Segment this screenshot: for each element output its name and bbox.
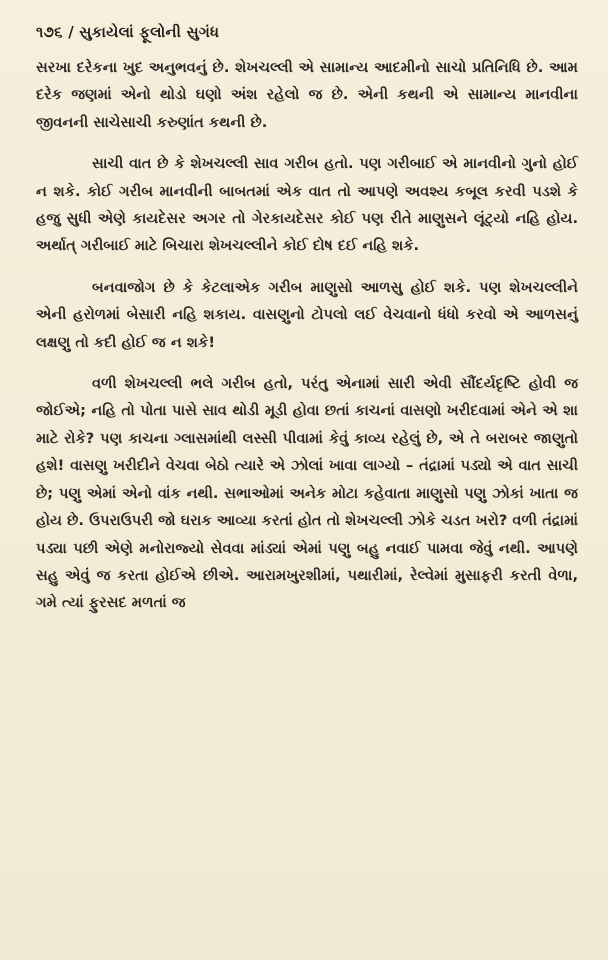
paragraph-2: સાચી વાત છે કે શેખચલ્લી સાવ ગરીબ હતો. પણ ગરીબાઈ એ માનવીનો ગુનો હોઈ ન શકે. કોઈ ગરીબ માનવીની બાબતમાં એક વાત તો આપણે અવશ્ય કબૂલ કરવી પડશે કે હજુ સુધી એણે કાયદેસર અગર તો ગેરકાયદેસર કોઈ પણ રીતે માણુસને લૂંટ્યો નહિ હોય. અર્થાત્ ગરીબાઈ માટે બિચારા શેખચલ્લીને કોઈ દોષ દઈ નહિ શકે.: [36, 155, 578, 255]
paragraph-1: સરખા દરેકના ખુદ અનુભવનું છે. શેખચલ્લી એ સામાન્ય આદમીનો સાચો પ્રતિનિધિ છે. આમ દરેક જણમાં એનો થોડો ઘણો અંશ રહેલો જ છે. એની કથની એ સામાન્ય માનવીના જીવનની સાચેસાચી કરુણાંત કથની છે.: [36, 59, 578, 131]
running-header: ૧૭૬ / સુકાયેલાં ફૂલોની સુગંધ: [36, 23, 220, 41]
paragraph-4: વળી શેખચલ્લી ભલે ગરીબ હતો, પરંતુ એનામાં સારી એવી સૌંદર્યદૃષ્ટિ હોવી જ જોઈએ; નહિ તો પોતા પાસે સાવ થોડી મૂડી હોવા છતાં કાચનાં વાસણો ખરીદવામાં એને એ શા માટે રોકે? પણ કાચના ગ્લાસમાંથી લસ્સી પીવામાં કેવું કાવ્ય રહેલું છે, એ તે બરાબર જાણુતો હશે! વાસણુ ખરીદીને વેચવા બેઠો ત્યારે એ ઝોલાં ખાવા લાગ્યો – તંદ્રામાં પડ્યો એ વાત સાચી છે; પણુ એમાં એનો વાંક નથી. સભાઓમાં અનેક મોટા કહેવાતા માણુસો પણુ ઝોકાં ખાતા જ હોય છે. ઉપરાઉપરી જો ઘરાક આવ્યા કરતાં હોત તો શેખચલ્લી ઝોકે ચડત ખરો? વળી તંદ્રામાં પડ્યા પછી એણે મનોરાજ્યો સેવવા માંડ્યાં એમાં પણુ બહુ નવાઈ પામવા જેવું નથી. આપણે સહુ એવું જ કરતા હોઈએ છીએ. આરામખુરશીમાં, પથારીમાં, રેલ્વેમાં મુસાફરી કરતી વેળા, ગમે ત્યાં ફુરસદ મળતાં જ: [36, 375, 578, 612]
paragraph-3: બનવાજોગ છે કે કેટલાએક ગરીબ માણુસો આળસુ હોઈ શકે. પણ શેખચલ્લીને એની હરોળમાં બેસારી નહિ શકાય. વાસણુનો ટોપલો લઈ વેચવાનો ધંધો કરવો એ આળસનું લક્ષણુ તો કદી હોઈ જ ન શકે!: [36, 278, 578, 351]
